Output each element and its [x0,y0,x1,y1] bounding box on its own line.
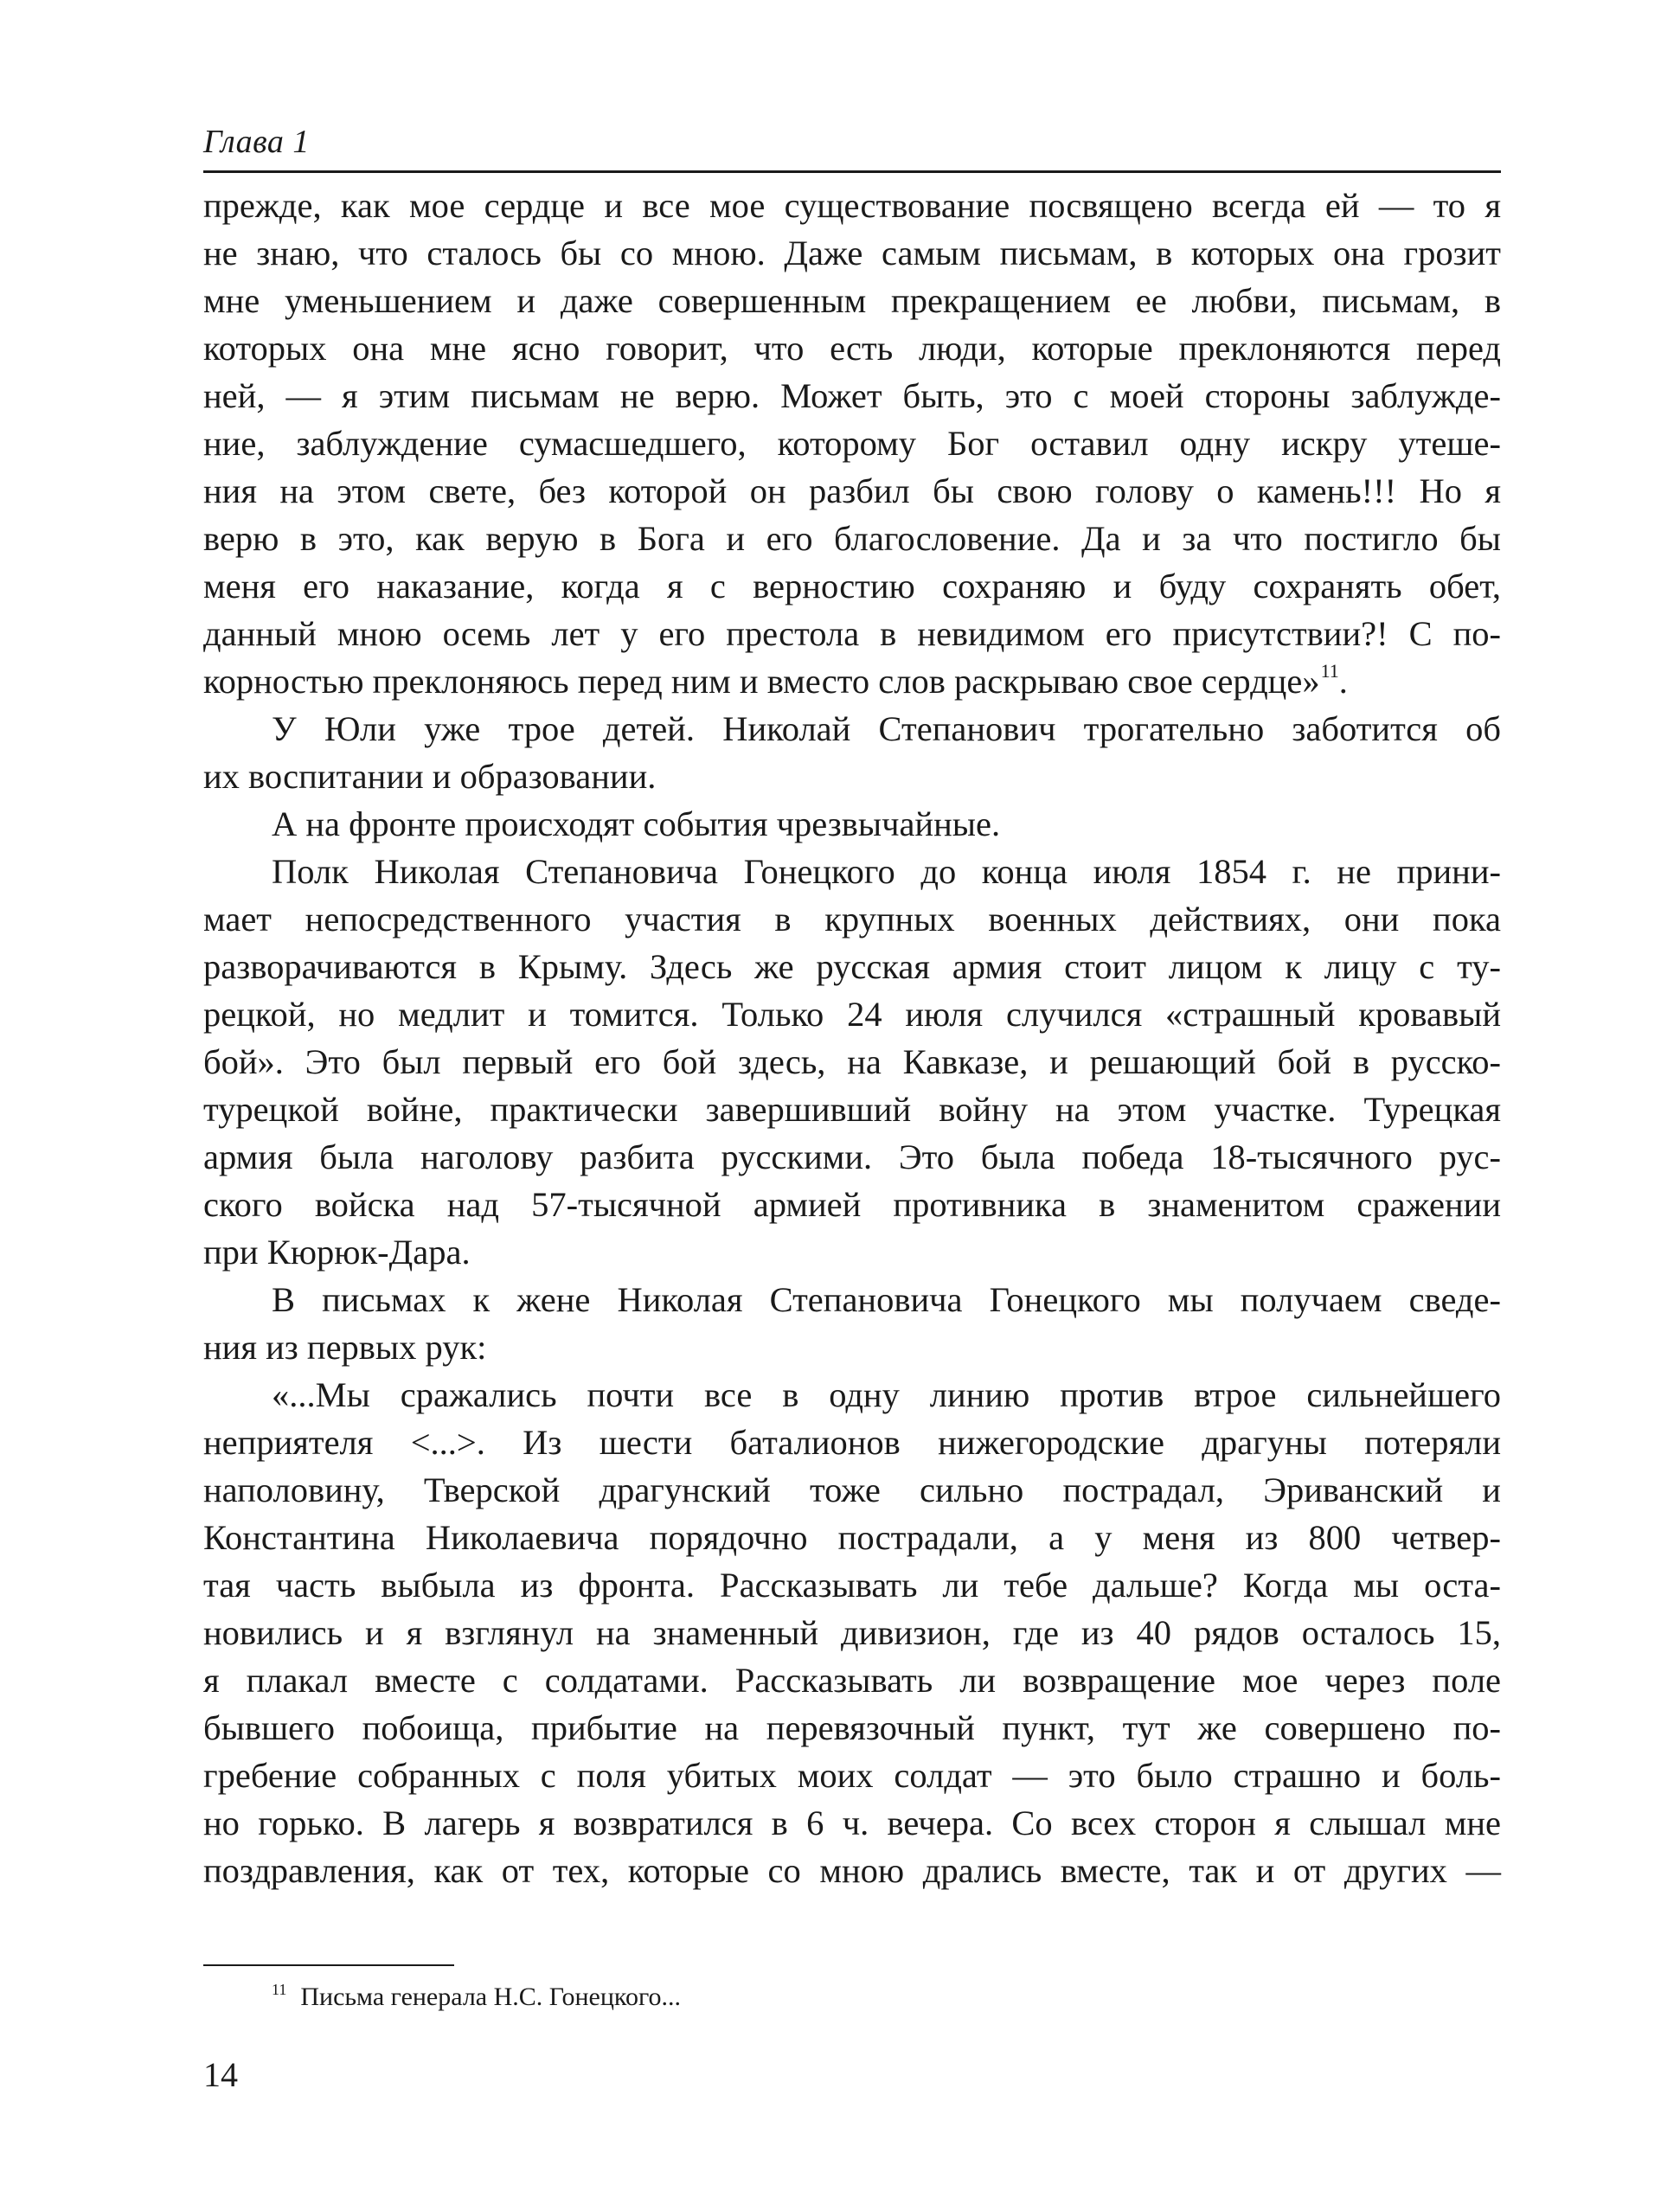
text-line [203,1038,1501,1086]
text-line [203,277,1501,324]
text-line-tail: . [1338,662,1348,701]
text-line [203,562,1501,610]
text-line-content: армия была наголову разбита русскими. Это была победа 18-тысячного рус- [203,1137,1501,1176]
text-line [203,1086,1501,1133]
text-line-content: мает непосредственного участия в крупных военных действиях, они пока [203,900,1501,939]
text-line-content: поздравления, как от тех, которые со мною дрались вместе, так и от других — [203,1851,1501,1890]
text-line-content: рецкой, но медлит и томится. Только 24 июля случился «страшный кровавый [203,995,1501,1034]
footnote-rule [203,1964,454,1966]
text-line-content: гребение собранных с поля убитых моих солдат — это было страшно и боль- [203,1756,1501,1795]
text-line [203,1133,1501,1181]
text-line-content: не знаю, что сталось бы со мною. Даже самым письмам, в которых она грозит [203,234,1501,272]
text-line-content: мне уменьшением и даже совершенным прекращением ее любви, письмам, в [203,281,1501,320]
text-line-content: прежде, как мое сердце и все мое существование посвящено всегда ей — то я [203,186,1501,225]
text-line-content: Полк Николая Степановича Гонецкого до конца июля 1854 г. не прини- [272,852,1501,891]
page-number: 14 [203,2055,238,2094]
text-line-content: но горько. В лагерь я возвратился в 6 ч. вечера. Со всех сторон я слышал мне [203,1803,1501,1842]
text-line-content: Константина Николаевича порядочно пострадали, а у меня из 800 четвер- [203,1518,1501,1557]
footnote [272,1980,681,2015]
text-line [203,515,1501,562]
text-line [203,1276,1501,1323]
text-line-content: У Юли уже трое детей. Николай Степанович трогательно заботится об [272,709,1501,748]
text-line [203,1228,1501,1276]
text-line-content: при Кюрюк-Дара. [203,1233,471,1272]
text-line [203,1847,1501,1894]
text-line-content: турецкой войне, практически завершивший войну на этом участке. Турецкая [203,1090,1501,1129]
text-line [203,610,1501,657]
running-head: Глава 1 [203,124,310,160]
text-line [203,753,1501,800]
text-line-content: тая часть выбыла из фронта. Рассказывать ли тебе дальше? Когда мы оста- [203,1566,1501,1605]
text-line-content: данный мною осемь лет у его престола в невидимом его присутствии?! С по- [203,614,1501,653]
text-line-content: А на фронте происходят события чрезвычайные. [272,804,1001,843]
text-line [203,848,1501,895]
text-line-content: новились и я взглянул на знаменный дивизион, где из 40 рядов осталось 15, [203,1613,1501,1652]
text-line [203,1371,1501,1419]
text-line [203,229,1501,277]
text-line-content: «...Мы сражались почти все в одну линию против втрое сильнейшего [272,1375,1501,1414]
text-line-content: меня его наказание, когда я с верностию сохраняю и буду сохранять обет, [203,567,1501,605]
header-rule [203,170,1501,173]
text-line [203,467,1501,515]
text-line [203,1561,1501,1609]
text-line [203,1323,1501,1371]
text-line-content: корностью преклоняюсь перед ним и вместо слов раскрываю свое сердце» [203,662,1320,701]
footnote-number: 11 [272,1981,287,1998]
text-line [203,324,1501,372]
text-line-content: ского войска над 57-тысячной армией противника в знаменитом сражении [203,1185,1501,1224]
text-line-content: их воспитании и образовании. [203,757,657,796]
text-line [203,943,1501,990]
text-line [203,372,1501,420]
text-line [203,1752,1501,1799]
text-line [203,990,1501,1038]
text-line [203,705,1501,753]
text-line-content: бывшего побоища, прибытие на перевязочный пункт, тут же совершено по- [203,1708,1501,1747]
text-line [203,800,1501,848]
text-line-content: бой». Это был первый его бой здесь, на Кавказе, и решающий бой в русско- [203,1042,1501,1081]
text-line-content: ния на этом свете, без которой он разбил бы свою голову о камень!!! Но я [203,471,1501,510]
text-line [203,1466,1501,1514]
text-line [203,1799,1501,1847]
text-line-content: ния из первых рук: [203,1328,487,1367]
body-text [203,182,1501,1894]
text-line [203,1181,1501,1228]
footnote-marker: 11 [1320,660,1339,682]
footnote-text: Письма генерала Н.С. Гонецкого... [300,1983,682,2011]
text-line-content: верю в это, как верую в Бога и его благословение. Да и за что постигло бы [203,519,1501,558]
text-line-content: наполовину, Тверской драгунский тоже сильно пострадал, Эриванский и [203,1470,1501,1509]
text-line-content: ние, заблуждение сумасшедшего, которому Бог оставил одну искру утеше- [203,424,1501,463]
text-line [203,420,1501,467]
text-line [203,1704,1501,1752]
text-line-content: ней, — я этим письмам не верю. Может быть, это с моей стороны заблужде- [203,376,1501,415]
text-line [203,1514,1501,1561]
text-line [203,895,1501,943]
text-line [203,182,1501,229]
text-line-content: я плакал вместе с солдатами. Рассказывать ли возвращение мое через поле [203,1661,1501,1700]
text-line-content: разворачиваются в Крыму. Здесь же русская армия стоит лицом к лицу с ту- [203,947,1501,986]
text-line [203,1656,1501,1704]
text-line [203,657,1501,705]
text-line-content: В письмах к жене Николая Степановича Гонецкого мы получаем сведе- [272,1280,1501,1319]
text-line [203,1419,1501,1466]
text-line-content: которых она мне ясно говорит, что есть люди, которые преклоняются перед [203,329,1501,368]
text-line [203,1609,1501,1656]
text-line-content: неприятеля <...>. Из шести баталионов нижегородские драгуны потеряли [203,1423,1501,1462]
